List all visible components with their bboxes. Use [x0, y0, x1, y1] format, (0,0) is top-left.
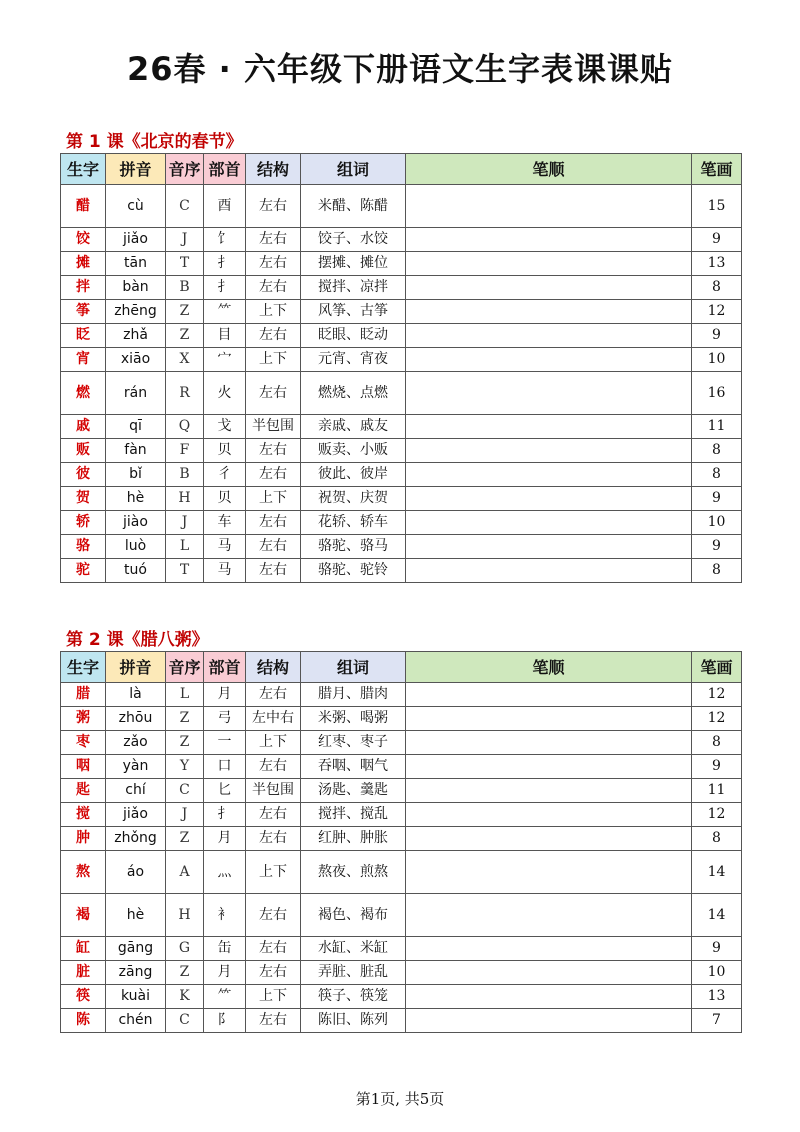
structure-cell: 左右 — [246, 827, 301, 851]
words-cell: 祝贺、庆贺 — [301, 487, 406, 511]
stroke-order-cell — [406, 372, 692, 415]
char-cell: 匙 — [61, 779, 106, 803]
order-cell: B — [166, 463, 204, 487]
order-cell: Z — [166, 827, 204, 851]
char-cell: 褐 — [61, 894, 106, 937]
structure-cell: 上下 — [246, 731, 301, 755]
table-header-row — [61, 652, 742, 683]
stroke-order-cell — [406, 276, 692, 300]
stroke-order-cell — [406, 755, 692, 779]
words-cell: 米粥、喝粥 — [301, 707, 406, 731]
lesson-1-title: 第 1 课《北京的春节》 — [66, 132, 243, 152]
words-cell: 花轿、轿车 — [301, 511, 406, 535]
table-row — [61, 228, 742, 252]
stroke-order-cell — [406, 851, 692, 894]
pinyin-cell: xiāo — [106, 348, 166, 372]
structure-cell: 左右 — [246, 755, 301, 779]
stroke-order-cell — [406, 803, 692, 827]
radical-cell: 月 — [204, 683, 246, 707]
stroke-order-cell — [406, 185, 692, 228]
char-cell: 缸 — [61, 937, 106, 961]
structure-cell: 上下 — [246, 985, 301, 1009]
structure-cell: 左右 — [246, 185, 301, 228]
words-cell: 吞咽、咽气 — [301, 755, 406, 779]
char-cell: 贺 — [61, 487, 106, 511]
structure-cell: 左右 — [246, 228, 301, 252]
pinyin-cell: zhǒng — [106, 827, 166, 851]
stroke-count-cell: 13 — [692, 252, 742, 276]
radical-cell: 匕 — [204, 779, 246, 803]
stroke-count-cell: 8 — [692, 463, 742, 487]
table-row — [61, 463, 742, 487]
table-row — [61, 985, 742, 1009]
order-cell: T — [166, 559, 204, 583]
structure-cell: 左右 — [246, 372, 301, 415]
stroke-count-cell: 7 — [692, 1009, 742, 1033]
header-radical: 部首 — [204, 652, 246, 683]
header-strokes: 笔顺 — [406, 154, 692, 185]
pinyin-cell: bàn — [106, 276, 166, 300]
char-cell: 彼 — [61, 463, 106, 487]
stroke-count-cell: 15 — [692, 185, 742, 228]
radical-cell: ⺮ — [204, 985, 246, 1009]
char-cell: 熬 — [61, 851, 106, 894]
stroke-order-cell — [406, 894, 692, 937]
order-cell: J — [166, 803, 204, 827]
char-cell: 轿 — [61, 511, 106, 535]
char-cell: 燃 — [61, 372, 106, 415]
order-cell: L — [166, 535, 204, 559]
header-count: 笔画 — [692, 652, 742, 683]
order-cell: C — [166, 1009, 204, 1033]
order-cell: F — [166, 439, 204, 463]
table-row — [61, 535, 742, 559]
lesson-2-table — [60, 651, 742, 1033]
order-cell: Z — [166, 731, 204, 755]
order-cell: L — [166, 683, 204, 707]
structure-cell: 左右 — [246, 937, 301, 961]
stroke-order-cell — [406, 348, 692, 372]
structure-cell: 左右 — [246, 559, 301, 583]
words-cell: 红枣、枣子 — [301, 731, 406, 755]
stroke-order-cell — [406, 937, 692, 961]
radical-cell: 灬 — [204, 851, 246, 894]
stroke-count-cell: 10 — [692, 348, 742, 372]
radical-cell: 口 — [204, 755, 246, 779]
radical-cell: 宀 — [204, 348, 246, 372]
stroke-order-cell — [406, 439, 692, 463]
table-row — [61, 961, 742, 985]
stroke-count-cell: 10 — [692, 961, 742, 985]
pinyin-cell: zhēng — [106, 300, 166, 324]
header-order: 音序 — [166, 154, 204, 185]
stroke-count-cell: 12 — [692, 300, 742, 324]
words-cell: 褐色、褐布 — [301, 894, 406, 937]
radical-cell: 扌 — [204, 803, 246, 827]
order-cell: B — [166, 276, 204, 300]
header-structure: 结构 — [246, 154, 301, 185]
table-row — [61, 803, 742, 827]
words-cell: 弄脏、脏乱 — [301, 961, 406, 985]
table-row — [61, 439, 742, 463]
stroke-order-cell — [406, 985, 692, 1009]
words-cell: 贩卖、小贩 — [301, 439, 406, 463]
char-cell: 枣 — [61, 731, 106, 755]
stroke-count-cell: 12 — [692, 683, 742, 707]
stroke-count-cell: 13 — [692, 985, 742, 1009]
stroke-order-cell — [406, 252, 692, 276]
header-words: 组词 — [301, 154, 406, 185]
words-cell: 搅拌、搅乱 — [301, 803, 406, 827]
radical-cell: 马 — [204, 559, 246, 583]
order-cell: Z — [166, 961, 204, 985]
pinyin-cell: hè — [106, 894, 166, 937]
words-cell: 搅拌、凉拌 — [301, 276, 406, 300]
header-structure: 结构 — [246, 652, 301, 683]
stroke-count-cell: 14 — [692, 851, 742, 894]
words-cell: 米醋、陈醋 — [301, 185, 406, 228]
stroke-count-cell: 8 — [692, 276, 742, 300]
stroke-order-cell — [406, 511, 692, 535]
table-row — [61, 851, 742, 894]
table-header-row — [61, 154, 742, 185]
pinyin-cell: zhōu — [106, 707, 166, 731]
words-cell: 骆驼、驼铃 — [301, 559, 406, 583]
stroke-count-cell: 9 — [692, 487, 742, 511]
structure-cell: 左右 — [246, 803, 301, 827]
pinyin-cell: cù — [106, 185, 166, 228]
order-cell: X — [166, 348, 204, 372]
table-row — [61, 755, 742, 779]
order-cell: T — [166, 252, 204, 276]
order-cell: Z — [166, 324, 204, 348]
header-count: 笔画 — [692, 154, 742, 185]
structure-cell: 上下 — [246, 851, 301, 894]
pinyin-cell: zǎo — [106, 731, 166, 755]
stroke-count-cell: 9 — [692, 755, 742, 779]
radical-cell: 目 — [204, 324, 246, 348]
header-pinyin: 拼音 — [106, 652, 166, 683]
words-cell: 红肿、肿胀 — [301, 827, 406, 851]
pinyin-cell: jiào — [106, 511, 166, 535]
structure-cell: 左右 — [246, 1009, 301, 1033]
header-pinyin: 拼音 — [106, 154, 166, 185]
char-cell: 醋 — [61, 185, 106, 228]
char-cell: 筝 — [61, 300, 106, 324]
words-cell: 骆驼、骆马 — [301, 535, 406, 559]
structure-cell: 上下 — [246, 348, 301, 372]
stroke-order-cell — [406, 961, 692, 985]
words-cell: 彼此、彼岸 — [301, 463, 406, 487]
pinyin-cell: rán — [106, 372, 166, 415]
stroke-order-cell — [406, 827, 692, 851]
char-cell: 摊 — [61, 252, 106, 276]
stroke-count-cell: 8 — [692, 559, 742, 583]
structure-cell: 左右 — [246, 683, 301, 707]
stroke-count-cell: 10 — [692, 511, 742, 535]
radical-cell: 扌 — [204, 276, 246, 300]
table-row — [61, 827, 742, 851]
pinyin-cell: bǐ — [106, 463, 166, 487]
structure-cell: 半包围 — [246, 415, 301, 439]
char-cell: 骆 — [61, 535, 106, 559]
header-words: 组词 — [301, 652, 406, 683]
stroke-count-cell: 16 — [692, 372, 742, 415]
order-cell: K — [166, 985, 204, 1009]
char-cell: 饺 — [61, 228, 106, 252]
pinyin-cell: zhǎ — [106, 324, 166, 348]
radical-cell: 贝 — [204, 439, 246, 463]
stroke-count-cell: 8 — [692, 439, 742, 463]
header-strokes: 笔顺 — [406, 652, 692, 683]
lesson-2-title: 第 2 课《腊八粥》 — [66, 630, 209, 650]
order-cell: Y — [166, 755, 204, 779]
structure-cell: 左右 — [246, 961, 301, 985]
table-row — [61, 559, 742, 583]
stroke-count-cell: 11 — [692, 779, 742, 803]
table-row — [61, 937, 742, 961]
radical-cell: 一 — [204, 731, 246, 755]
stroke-count-cell: 12 — [692, 707, 742, 731]
pinyin-cell: tān — [106, 252, 166, 276]
header-char: 生字 — [61, 652, 106, 683]
order-cell: A — [166, 851, 204, 894]
radical-cell: 衤 — [204, 894, 246, 937]
table-row — [61, 779, 742, 803]
char-cell: 肿 — [61, 827, 106, 851]
stroke-order-cell — [406, 559, 692, 583]
radical-cell: 戈 — [204, 415, 246, 439]
table-row — [61, 276, 742, 300]
structure-cell: 左右 — [246, 276, 301, 300]
radical-cell: 缶 — [204, 937, 246, 961]
order-cell: Z — [166, 300, 204, 324]
structure-cell: 左右 — [246, 511, 301, 535]
stroke-count-cell: 12 — [692, 803, 742, 827]
lesson-1-table — [60, 153, 742, 583]
words-cell: 水缸、米缸 — [301, 937, 406, 961]
char-cell: 眨 — [61, 324, 106, 348]
order-cell: J — [166, 228, 204, 252]
char-cell: 宵 — [61, 348, 106, 372]
radical-cell: 车 — [204, 511, 246, 535]
pinyin-cell: jiǎo — [106, 803, 166, 827]
pinyin-cell: gāng — [106, 937, 166, 961]
table-row — [61, 707, 742, 731]
stroke-order-cell — [406, 535, 692, 559]
table-row — [61, 415, 742, 439]
stroke-order-cell — [406, 228, 692, 252]
structure-cell: 左右 — [246, 252, 301, 276]
pinyin-cell: chí — [106, 779, 166, 803]
order-cell: C — [166, 779, 204, 803]
stroke-count-cell: 9 — [692, 535, 742, 559]
stroke-order-cell — [406, 415, 692, 439]
pinyin-cell: hè — [106, 487, 166, 511]
table-row — [61, 324, 742, 348]
order-cell: Q — [166, 415, 204, 439]
char-cell: 脏 — [61, 961, 106, 985]
words-cell: 燃烧、点燃 — [301, 372, 406, 415]
char-cell: 驼 — [61, 559, 106, 583]
radical-cell: 扌 — [204, 252, 246, 276]
table-row — [61, 372, 742, 415]
words-cell: 元宵、宵夜 — [301, 348, 406, 372]
char-cell: 粥 — [61, 707, 106, 731]
radical-cell: 酉 — [204, 185, 246, 228]
stroke-order-cell — [406, 463, 692, 487]
structure-cell: 上下 — [246, 487, 301, 511]
pinyin-cell: zāng — [106, 961, 166, 985]
stroke-order-cell — [406, 324, 692, 348]
char-cell: 搅 — [61, 803, 106, 827]
order-cell: H — [166, 487, 204, 511]
stroke-count-cell: 11 — [692, 415, 742, 439]
structure-cell: 左右 — [246, 463, 301, 487]
words-cell: 摆摊、摊位 — [301, 252, 406, 276]
radical-cell: 月 — [204, 827, 246, 851]
pinyin-cell: áo — [106, 851, 166, 894]
table-row — [61, 511, 742, 535]
table-row — [61, 683, 742, 707]
stroke-count-cell: 9 — [692, 324, 742, 348]
words-cell: 筷子、筷笼 — [301, 985, 406, 1009]
radical-cell: 阝 — [204, 1009, 246, 1033]
stroke-count-cell: 8 — [692, 731, 742, 755]
radical-cell: 马 — [204, 535, 246, 559]
pinyin-cell: kuài — [106, 985, 166, 1009]
radical-cell: 火 — [204, 372, 246, 415]
structure-cell: 半包围 — [246, 779, 301, 803]
table-row — [61, 1009, 742, 1033]
stroke-order-cell — [406, 1009, 692, 1033]
char-cell: 咽 — [61, 755, 106, 779]
stroke-order-cell — [406, 731, 692, 755]
pinyin-cell: jiǎo — [106, 228, 166, 252]
words-cell: 饺子、水饺 — [301, 228, 406, 252]
pinyin-cell: qī — [106, 415, 166, 439]
words-cell: 眨眼、眨动 — [301, 324, 406, 348]
words-cell: 亲戚、戚友 — [301, 415, 406, 439]
order-cell: R — [166, 372, 204, 415]
table-row — [61, 487, 742, 511]
pinyin-cell: luò — [106, 535, 166, 559]
words-cell: 汤匙、羹匙 — [301, 779, 406, 803]
table-row — [61, 300, 742, 324]
pinyin-cell: yàn — [106, 755, 166, 779]
page-footer: 第1页, 共5页 — [355, 1090, 445, 1108]
stroke-order-cell — [406, 707, 692, 731]
stroke-count-cell: 14 — [692, 894, 742, 937]
pinyin-cell: chén — [106, 1009, 166, 1033]
structure-cell: 左右 — [246, 894, 301, 937]
header-char: 生字 — [61, 154, 106, 185]
char-cell: 戚 — [61, 415, 106, 439]
radical-cell: 月 — [204, 961, 246, 985]
pinyin-cell: tuó — [106, 559, 166, 583]
char-cell: 贩 — [61, 439, 106, 463]
radical-cell: 弓 — [204, 707, 246, 731]
char-cell: 陈 — [61, 1009, 106, 1033]
structure-cell: 上下 — [246, 300, 301, 324]
stroke-order-cell — [406, 300, 692, 324]
order-cell: J — [166, 511, 204, 535]
stroke-order-cell — [406, 487, 692, 511]
radical-cell: 彳 — [204, 463, 246, 487]
structure-cell: 左右 — [246, 535, 301, 559]
stroke-order-cell — [406, 779, 692, 803]
order-cell: G — [166, 937, 204, 961]
structure-cell: 左中右 — [246, 707, 301, 731]
table-row — [61, 252, 742, 276]
header-radical: 部首 — [204, 154, 246, 185]
words-cell: 腊月、腊肉 — [301, 683, 406, 707]
words-cell: 风筝、古筝 — [301, 300, 406, 324]
order-cell: Z — [166, 707, 204, 731]
table-row — [61, 894, 742, 937]
structure-cell: 左右 — [246, 439, 301, 463]
words-cell: 陈旧、陈列 — [301, 1009, 406, 1033]
structure-cell: 左右 — [246, 324, 301, 348]
header-order: 音序 — [166, 652, 204, 683]
stroke-count-cell: 8 — [692, 827, 742, 851]
char-cell: 拌 — [61, 276, 106, 300]
char-cell: 筷 — [61, 985, 106, 1009]
order-cell: C — [166, 185, 204, 228]
stroke-order-cell — [406, 683, 692, 707]
radical-cell: 贝 — [204, 487, 246, 511]
radical-cell: 饣 — [204, 228, 246, 252]
char-cell: 腊 — [61, 683, 106, 707]
page-title: 26春 · 六年级下册语文生字表课课贴 — [127, 50, 673, 88]
pinyin-cell: là — [106, 683, 166, 707]
order-cell: H — [166, 894, 204, 937]
table-row — [61, 348, 742, 372]
stroke-count-cell: 9 — [692, 228, 742, 252]
table-row — [61, 185, 742, 228]
stroke-count-cell: 9 — [692, 937, 742, 961]
words-cell: 熬夜、煎熬 — [301, 851, 406, 894]
table-row — [61, 731, 742, 755]
pinyin-cell: fàn — [106, 439, 166, 463]
radical-cell: ⺮ — [204, 300, 246, 324]
